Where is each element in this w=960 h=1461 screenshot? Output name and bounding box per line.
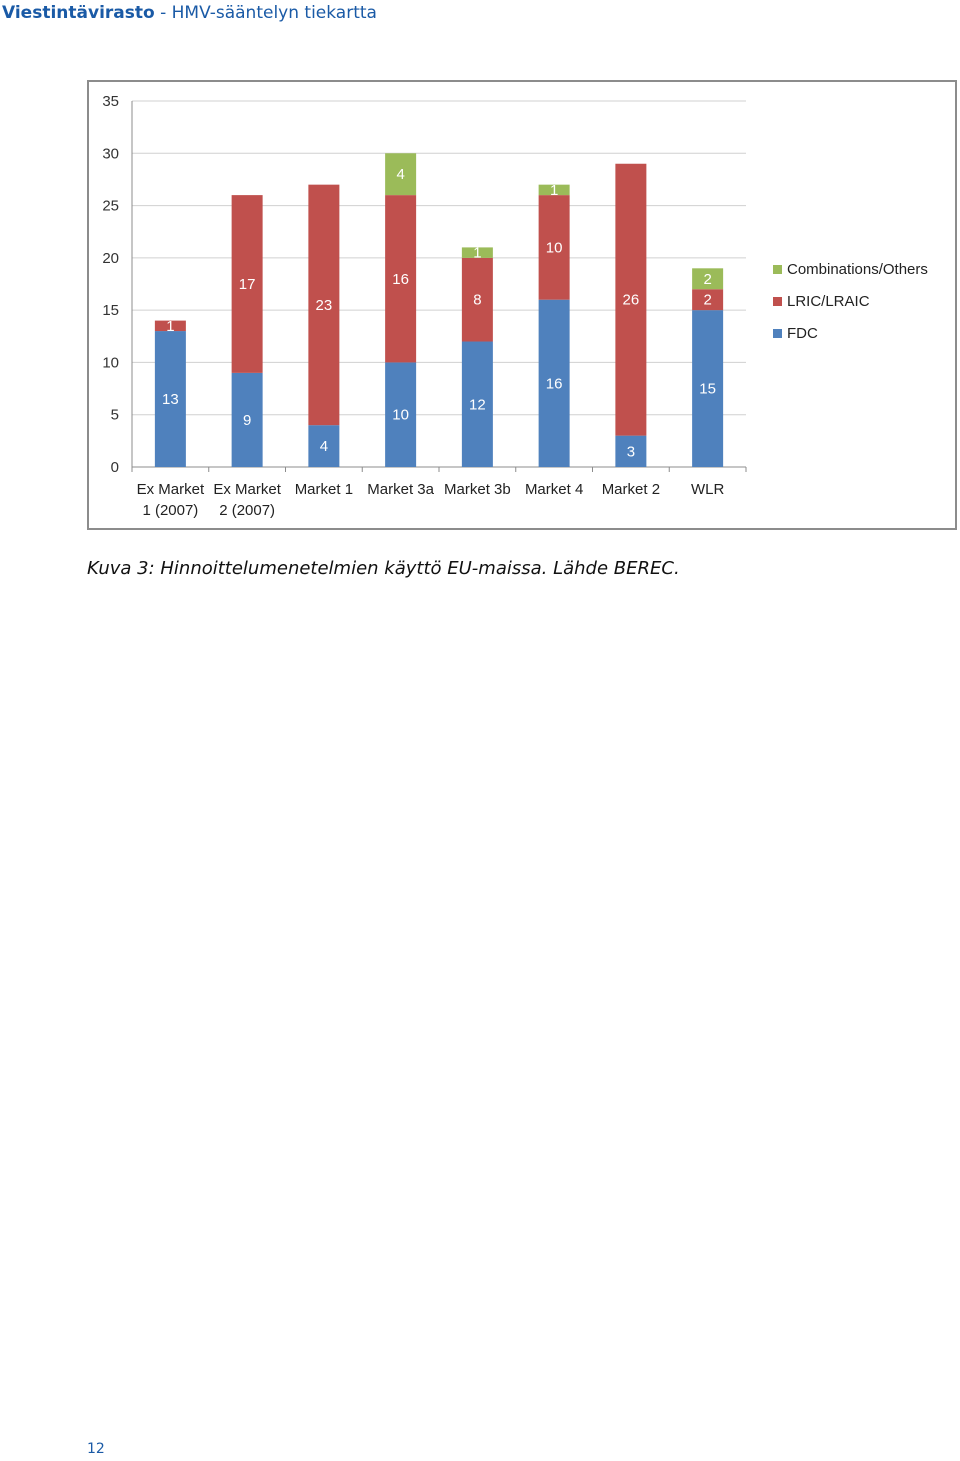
y-tick-label: 30 bbox=[102, 145, 119, 163]
header-title: HMV-sääntelyn tiekartta bbox=[171, 3, 377, 23]
x-tick-label: Ex Market bbox=[136, 481, 205, 498]
data-label: 4 bbox=[319, 438, 329, 456]
legend-label: Combinations/Others bbox=[787, 261, 928, 278]
legend-swatch bbox=[773, 265, 782, 274]
data-label: 1 bbox=[166, 317, 175, 335]
data-label: 16 bbox=[545, 375, 563, 393]
y-tick-label: 25 bbox=[102, 197, 119, 215]
x-tick-label: WLR bbox=[690, 481, 725, 498]
legend-label: LRIC/LRAIC bbox=[787, 293, 870, 310]
page-header bbox=[2, 3, 377, 23]
data-label: 17 bbox=[238, 276, 256, 293]
y-tick-label: 20 bbox=[102, 249, 119, 267]
data-label: 4 bbox=[396, 166, 405, 184]
data-label: 1 bbox=[549, 181, 559, 199]
data-label: 1 bbox=[473, 244, 482, 262]
y-tick-label: 15 bbox=[102, 302, 119, 320]
data-label: 15 bbox=[699, 380, 716, 398]
x-tick-label: Market 3a bbox=[367, 481, 434, 498]
legend-label: FDC bbox=[787, 325, 818, 342]
x-tick-label: Ex Market bbox=[213, 481, 281, 498]
x-tick-label: Market 4 bbox=[524, 481, 584, 498]
data-label: 16 bbox=[392, 270, 409, 288]
data-label: 10 bbox=[392, 406, 409, 424]
legend-swatch bbox=[773, 297, 782, 306]
data-label: 26 bbox=[622, 291, 640, 309]
data-label: 8 bbox=[473, 291, 482, 309]
header-separator: - bbox=[154, 3, 172, 23]
y-tick-label: 35 bbox=[102, 93, 119, 110]
x-tick-label: Market 3b bbox=[444, 481, 511, 498]
data-label: 2 bbox=[703, 270, 712, 288]
x-tick-label: 1 (2007) bbox=[142, 502, 199, 519]
data-label: 23 bbox=[315, 296, 333, 314]
data-label: 3 bbox=[626, 443, 636, 461]
data-label: 9 bbox=[242, 411, 252, 429]
legend-swatch bbox=[773, 329, 782, 338]
x-tick-label: 2 (2007) bbox=[219, 502, 276, 519]
y-tick-label: 0 bbox=[110, 459, 119, 476]
data-label: 2 bbox=[703, 291, 712, 309]
x-tick-label: Market 1 bbox=[294, 481, 354, 498]
y-tick-label: 10 bbox=[102, 354, 119, 372]
header-org: Viestintävirasto bbox=[2, 3, 155, 23]
chart-frame bbox=[87, 80, 957, 530]
data-label: 12 bbox=[469, 396, 486, 414]
figure-caption: Kuva 3: Hinnoittelumenetelmien käyttö EU-maissa. Lähde BEREC. bbox=[87, 558, 680, 579]
data-label: 10 bbox=[545, 239, 563, 257]
stacked-bar-chart bbox=[89, 82, 955, 528]
x-tick-label: Market 2 bbox=[601, 481, 661, 498]
data-label: 13 bbox=[162, 391, 179, 409]
page-number: 12 bbox=[87, 1441, 105, 1457]
y-tick-label: 5 bbox=[110, 406, 119, 424]
